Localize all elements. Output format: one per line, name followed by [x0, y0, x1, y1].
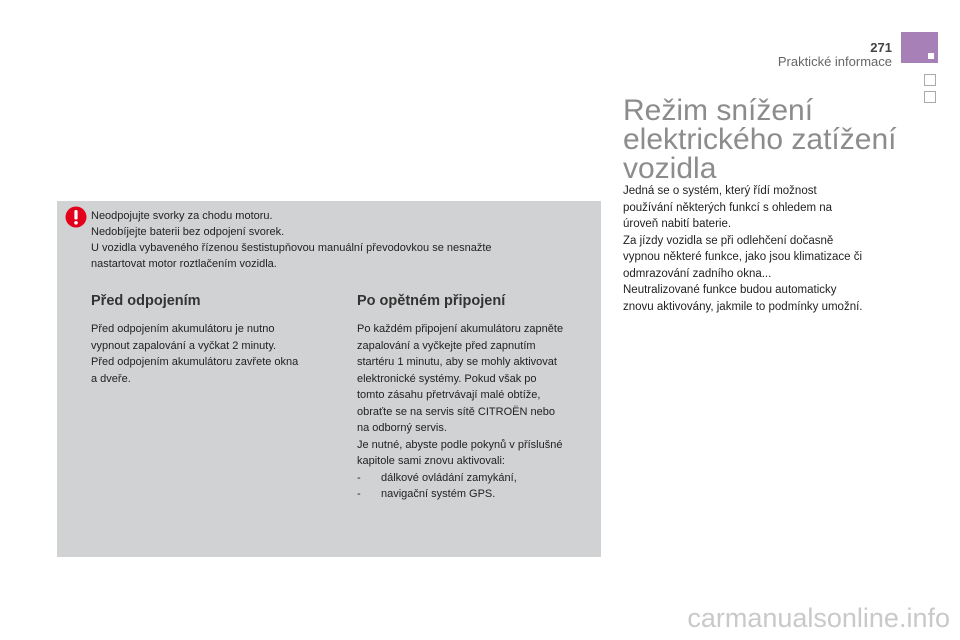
- before-disconnect-text: [91, 321, 331, 387]
- text-line: na odborný servis.: [357, 422, 447, 434]
- list-dash: -: [357, 488, 361, 500]
- reactivation-list: [357, 470, 597, 503]
- section-label: Praktické informace: [777, 54, 892, 69]
- after-reconnect-column: [357, 293, 597, 503]
- tab-marker: [928, 53, 934, 59]
- text-line: a dveře.: [91, 372, 131, 385]
- after-reconnect-text: [357, 321, 597, 503]
- intro-line: vypnou některé funkce, jako jsou klimatizace či: [623, 251, 863, 263]
- page-number: 271: [870, 40, 892, 55]
- list-item: [357, 486, 597, 503]
- tab-box-2: [924, 91, 936, 103]
- before-disconnect-column: [91, 293, 331, 387]
- tab-box-1: [924, 74, 936, 86]
- info-panel: [57, 201, 601, 557]
- text-line: obraťte se na servis sítě CITROËN nebo: [357, 405, 555, 418]
- after-reconnect-heading: Po opětném připojení: [357, 293, 506, 309]
- text-line: zapalování a vyčkejte před zapnutím: [357, 339, 536, 352]
- text-line: Je nutné, abyste podle pokynů v příslušné: [357, 438, 563, 451]
- text-line: elektronické systémy. Pokud však po: [357, 372, 537, 385]
- warning-line: nastartovat motor roztlačením vozidla.: [91, 258, 277, 270]
- intro-line: Jedná se o systém, který řídí možnost: [623, 185, 817, 197]
- intro-line: Neutralizované funkce budou automaticky: [623, 284, 837, 296]
- section-tab: [901, 32, 938, 63]
- exclamation-warning-icon: [65, 206, 87, 228]
- intro-line: používání některých funkcí s ohledem na: [623, 201, 833, 214]
- list-dash: -: [357, 471, 361, 484]
- intro-line: odmrazování zadního okna...: [623, 267, 772, 280]
- warning-line: Nedobíjejte baterii bez odpojení svorek.: [91, 226, 285, 238]
- list-item-text: dálkové ovládání zamykání,: [381, 471, 517, 484]
- intro-line: znovu aktivovány, jakmile to podmínky umožní.: [623, 300, 863, 313]
- intro-line: Za jízdy vozidla se při odlehčení dočasně: [623, 234, 834, 247]
- text-line: Před odpojením akumulátoru zavřete okna: [91, 356, 299, 368]
- text-line: kapitole sami znovu aktivovali:: [357, 455, 505, 467]
- page-title: [623, 96, 923, 183]
- warning-text: [91, 208, 581, 272]
- title-line: vozidla: [623, 152, 717, 185]
- text-line: tomto zásahu přetrvávají malé obtíže,: [357, 389, 541, 401]
- warning-line: U vozidla vybaveného řízenou šestistupňovou manuální převodovkou se nesnažte: [91, 242, 492, 254]
- list-item: [357, 470, 597, 487]
- list-item-text: navigační systém GPS.: [381, 488, 496, 500]
- warning-line: Neodpojujte svorky za chodu motoru.: [91, 210, 273, 222]
- text-line: startéru 1 minutu, aby se mohly aktivovat: [357, 356, 557, 368]
- text-line: Před odpojením akumulátoru je nutno: [91, 323, 275, 335]
- intro-text: [623, 183, 908, 315]
- title-line: Režim snížení: [623, 94, 814, 127]
- intro-line: úroveň nabití baterie.: [623, 218, 732, 230]
- title-line: elektrického zatížení: [623, 123, 897, 156]
- text-line: vypnout zapalování a vyčkat 2 minuty.: [91, 339, 277, 352]
- watermark: carmanualsonline.info: [687, 603, 950, 633]
- before-disconnect-heading: Před odpojením: [91, 293, 201, 309]
- text-line: Po každém připojení akumulátoru zapněte: [357, 323, 564, 335]
